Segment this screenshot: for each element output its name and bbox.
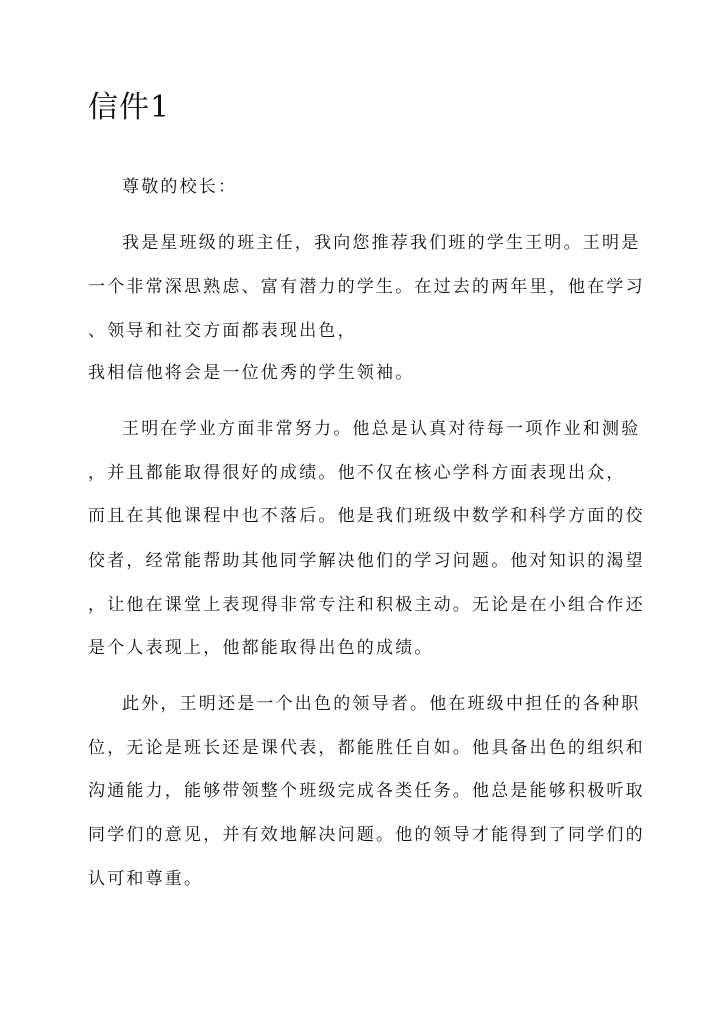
paragraph-2-line-1: 王明在学业方面非常努力。他总是认真对待每一项作业和测验 [122, 419, 641, 439]
paragraph-1-line-2: 一个非常深思熟虑、富有潜力的学生。在过去的两年里，他在学习 [88, 277, 645, 297]
paragraph-2-line-2: ，并且都能取得很好的成绩。他不仅在核心学科方面表现出众， [88, 463, 626, 483]
paragraph-2-line-5: ，让他在课堂上表现得非常专注和积极主动。无论是在小组合作还 [88, 595, 645, 615]
salutation: 尊敬的校长： [122, 177, 238, 197]
paragraph-1-line-3: 、领导和社交方面都表现出色， [88, 321, 357, 341]
paragraph-1-line-4: 我相信他将会是一位优秀的学生领袖。 [88, 363, 415, 383]
page-title: 信件1 [88, 90, 171, 125]
paragraph-3-line-2: 位，无论是班长还是课代表，都能胜任自如。他具备出色的组织和 [88, 738, 645, 758]
paragraph-3-line-1: 此外，王明还是一个出色的领导者。他在班级中担任的各种职 [122, 694, 641, 714]
paragraph-2-line-6: 是个人表现上，他都能取得出色的成绩。 [88, 638, 434, 658]
paragraph-2-line-4: 佼者，经常能帮助其他同学解决他们的学习问题。他对知识的渴望 [88, 551, 645, 571]
paragraph-2-line-3: 而且在其他课程中也不落后。他是我们班级中数学和科学方面的佼 [88, 506, 645, 526]
paragraph-1-line-1: 我是星班级的班主任，我向您推荐我们班的学生王明。王明是 [122, 233, 641, 253]
paragraph-3-line-5: 认可和尊重。 [88, 869, 204, 889]
paragraph-3-line-3: 沟通能力，能够带领整个班级完成各类任务。他总是能够积极听取 [88, 781, 645, 801]
paragraph-3-line-4: 同学们的意见，并有效地解决问题。他的领导才能得到了同学们的 [88, 825, 645, 845]
